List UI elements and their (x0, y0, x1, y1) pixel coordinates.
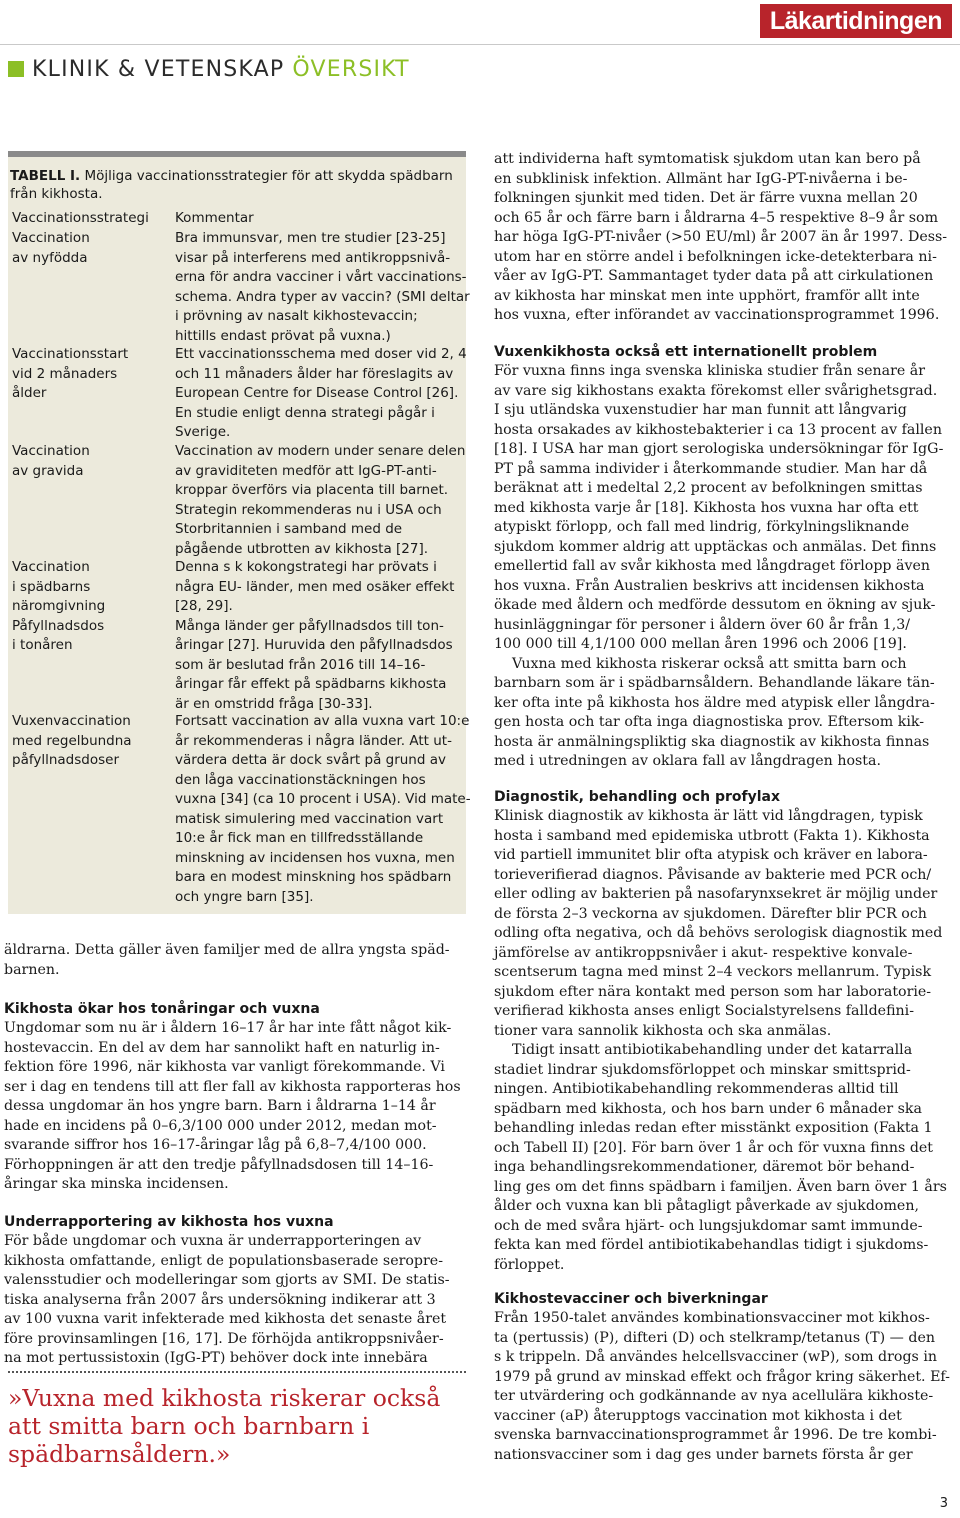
body-text-line: utom har en större andel i befolkningen icke-detekterbara ni- (494, 248, 937, 265)
subheading: Diagnostik, behandling och profylax (494, 789, 780, 805)
body-text-line: I sju utländska vuxenstudier har man funnit att långvarig (494, 402, 907, 418)
table-cell-comment: visar på interferens med antikroppsnivå- (175, 249, 451, 266)
header-divider (0, 44, 960, 45)
table-cell-strategy: påfyllnadsdoser (12, 752, 119, 768)
body-text-line: Tidigt insatt antibiotikabehandling under det katarralla (494, 1042, 913, 1058)
body-text-line: stadiet lindrar sjukdomsförloppet och minskar smittsprid- (494, 1061, 911, 1078)
table-cell-comment: bara en modest minskning hos spädbarn (175, 869, 452, 885)
table-cell-comment: Ett vaccinationsschema med doser vid 2, 4 (175, 346, 467, 362)
table-cell-comment: åringar [27]. Huruvida den påfyllnadsdos (175, 637, 453, 653)
body-text-line: barnbarn som är i spädbarnsåldern. Behandlande läkare tän- (494, 675, 935, 691)
body-text-line: na mot pertussistoxin (IgG-PT) behöver dock inte innebära (4, 1350, 428, 1366)
body-text-line: gen hosta och tar ofta inga diagnostiska prov. Eftersom kik- (494, 714, 925, 730)
body-text-line: och 65 år och färre barn i åldrarna 4–5 respektive 8–9 år som (494, 209, 939, 226)
body-text-line: tiska analyserna från 2007 års undersökning indikerar att 3 (4, 1291, 436, 1308)
body-text-line: odling ofta negativa, och då behövs serologisk diagnostik med (494, 925, 943, 941)
table-cell-comment: vuxna [34] (ca 10 procent i USA). Vid mate- (175, 791, 471, 807)
body-text-line: scentserum tagna med minst 2–4 veckors mellanrum. Typisk (494, 964, 932, 980)
table-cell-comment: [28, 29]. (175, 598, 233, 614)
section-type: ÖVERSIKT (292, 56, 410, 82)
table-cell-comment: den låga vaccinationstäckningen hos (175, 771, 426, 788)
table-cell-comment: värdera detta är dock svårt på grund av (175, 752, 446, 768)
body-text-line: hos vuxna, efter införandet av vaccinationsprogrammet 1996. (494, 307, 940, 323)
table-cell-comment: erna för andra vacciner i vårt vaccinations- (175, 269, 467, 285)
subheading: Vuxenkikhosta också ett internationellt problem (494, 344, 878, 360)
body-text-line: tioner vara sannolik kikhosta och ska anmälas. (494, 1022, 832, 1039)
body-text-line: äldrarna. Detta gäller även familjer med de allra yngsta späd- (4, 942, 450, 958)
body-text-line: att individerna haft symtomatisk sjukdom utan kan bero på (494, 151, 921, 167)
pull-quote-line: spädbarnsåldern.» (8, 1440, 231, 1468)
body-text-line: en subklinisk infektion. Allmänt har IgG-PT-nivåerna i be- (494, 170, 908, 187)
table-cell-comment: European Centre for Disease Control [26]. (175, 385, 459, 401)
table-cell-strategy: i spädbarns (12, 578, 91, 595)
table-cell-strategy: näromgivning (12, 598, 106, 614)
body-text-line: verifierad kikhosta anses enligt Socialstyrelsens falldefini- (494, 1003, 914, 1019)
body-text-line: våer av IgG-PT. Sammantaget tyder data på att cirkulationen (494, 268, 934, 284)
body-text-line: ker ofta inte på kikhosta hos äldre med atypisk eller långdra- (494, 694, 935, 711)
body-text-line: spädbarn med kikhosta, och hos barn under 6 månader ska (494, 1100, 922, 1117)
subheading: Underrapportering av kikhosta hos vuxna (4, 1214, 334, 1230)
body-text-line: jämförelse av antikroppsnivåer i akut- respektive konvale- (494, 944, 913, 961)
body-text-line: ter utvärdering och godkännande av nya acellulära kikhoste- (494, 1388, 934, 1404)
body-text-line: Från 1950-talet användes kombinationsvacciner mot kikhos- (494, 1310, 930, 1326)
table-cell-strategy: Vaccinationsstart (12, 346, 129, 362)
table-cell-strategy: vid 2 månaders (12, 365, 118, 382)
page-number: 3 (939, 1496, 948, 1511)
table-cell-comment: Storbritannien i samband med de (175, 521, 403, 537)
body-text-line: hostevaccin. En del av dem har sannolikt haft en naturlig in- (4, 1039, 440, 1056)
body-text-line: [18]. I USA har man gjort serologiska undersökningar för IgG- (494, 441, 944, 457)
table-cell-comment: år rekommenderas i några länder. Att ut- (175, 732, 452, 749)
table-cell-comment: 10:e år fick man en tillfredsställande (175, 830, 424, 846)
table-cell-comment: är en omstridd fråga [30-33]. (175, 695, 373, 712)
body-text-line: beräknat att i medeltal 2,2 procent av befolkningen smittas (494, 480, 923, 496)
table-cell-comment: kroppar överförs via placenta till barnet. (175, 482, 449, 498)
page-header (0, 0, 960, 44)
body-text-line: de första 2–3 veckorna av sjukdomen. Därefter blir PCR och (494, 905, 927, 922)
body-text-line: inga behandlingsrekommendationer, däremot bör behand- (494, 1159, 915, 1175)
pull-quote-line: att smitta barn och barnbarn i (8, 1412, 370, 1440)
pullquote-divider (8, 1371, 466, 1373)
body-text-line: barnen. (4, 961, 60, 978)
table-cell-strategy: av gravida (12, 462, 84, 479)
table-cell-comment: och 11 månaders ålder har föreslagits av (175, 365, 454, 382)
body-text-line: valensstudier och modelleringar som gjorts av SMI. De statis- (4, 1272, 450, 1288)
body-text-line: vid partiell immunitet blir ofta atypisk och kräver en labora- (494, 847, 928, 863)
body-text-line: sjukdom kommer aldrig att upptäckas och anmälas. Det finns (494, 538, 937, 555)
body-text-line: För både ungdomar och vuxna är underrapporteringen av (4, 1233, 422, 1249)
body-text-line: kikhosta omfattande, enligt de populationsbaserade seropre- (4, 1252, 443, 1269)
body-text-line: förloppet. (494, 1256, 565, 1273)
table-cell-comment: schema. Andra typer av vaccin? (SMI deltar (175, 288, 470, 305)
table-cell-comment: Vaccination av modern under senare delen (175, 443, 466, 459)
table-cell-comment: som är beslutad från 2016 till 14–16- (175, 656, 426, 673)
pull-quote-line: »Vuxna med kikhosta riskerar också (8, 1384, 441, 1412)
body-text-line: sjukdom efter nära kontakt med person som har laboratorie- (494, 983, 932, 1000)
section-label (8, 54, 410, 84)
body-text-line: av kikhosta har minskat men inte upphört, framför allt inte (494, 287, 920, 304)
body-text-line: eller odling av bakterien på nasofarynxsekret är möjlig under (494, 886, 938, 902)
table-cell-strategy: med regelbundna (12, 732, 132, 749)
table-cell-comment: Denna s k kokongstrategi har prövats i (175, 559, 437, 575)
body-text-line: atypiskt förlopp, och fall med lindrig, förkylningsliknande (494, 519, 910, 535)
table-cell-comment: minskning av incidensen hos vuxna, men (175, 849, 455, 866)
body-text-line: 100 000 till 4,1/100 000 mellan åren 1996 och 2006 [19]. (494, 636, 907, 652)
table-header-strategy: Vaccinationsstrategi (12, 210, 149, 226)
table-cell-comment: pågående utbrotten av kikhosta [27]. (175, 540, 429, 557)
table-cell-comment: Strategin rekommenderas nu i USA och (175, 501, 442, 518)
body-text-line: hosta i samband med epidemiska utbrott (Fakta 1). Kikhosta (494, 827, 930, 844)
table-cell-strategy: Påfyllnadsdos (12, 617, 105, 634)
table-cell-comment: och yngre barn [35]. (175, 888, 314, 905)
body-text-line: och de med svåra hjärt- och lungsjukdomar samt immunde- (494, 1217, 923, 1234)
table-cell-strategy: ålder (12, 385, 47, 401)
body-text-line: hosta orsakades av kikhostebakterier i ca 13 procent av fallen (494, 421, 942, 438)
body-text-line: hosta är anmälningspliktig ska diagnostik av kikhosta finnas (494, 733, 930, 750)
body-text-line: hade en incidens på 0–6,3/100 000 under 2012, medan mot- (4, 1117, 437, 1134)
body-text-line: ningen. Antibiotikabehandling rekommenderas alltid till (494, 1081, 899, 1097)
table-cell-comment: matisk simulering med vaccination vart (175, 810, 444, 827)
body-text-line: För vuxna finns inga svenska kliniska studier från senare år (494, 363, 926, 379)
table-cell-comment: av graviditeten medför att IgG-PT-anti- (175, 462, 437, 479)
body-text-line: torieverifierad diagnos. Påvisande av bakterie med PCR och/ (494, 866, 932, 883)
table-cell-comment: åringar får effekt på spädbarns kikhosta (175, 676, 447, 692)
body-text-line: har höga IgG-PT-nivåer (>50 EU/ml) år 2007 än år 1997. Dess- (494, 229, 948, 245)
body-text-line: med i utredningen av oklara fall av långdragen hosta. (494, 753, 881, 769)
body-text-line: svenska barnvaccinationsprogrammet år 1996. De tre kombi- (494, 1427, 937, 1443)
table-cell-strategy: Vaccination (12, 559, 90, 575)
table-cell-comment: En studie enligt denna strategi pågår i (175, 404, 435, 421)
table-cell-comment: Bra immunsvar, men tre studier [23-25] (175, 230, 446, 246)
body-text-line: emellertid fall av svår kikhosta med långdraget förlopp även (494, 558, 931, 574)
body-text-line: av 100 vuxna varit infekterade med kikhosta det senaste året (4, 1311, 447, 1327)
body-text-line: PT på samma individer i återkommande studier. Man har då (494, 460, 928, 477)
table-cell-strategy: i tonåren (12, 637, 73, 653)
body-text-line: nationsvacciner som i dag ges under barnets första år ger (494, 1446, 913, 1463)
table-header-comment: Kommentar (175, 210, 254, 226)
body-text-line: ta (pertussis) (P), difteri (D) och stelkramp/tetanus (T) — den (494, 1329, 935, 1346)
body-text-line: Förhoppningen är att den tredje påfyllnadsdosen till 14–16- (4, 1156, 434, 1173)
body-text-line: fekta kan med fördel antibiotikabehandlas tidigt i sjukdoms- (494, 1237, 929, 1253)
body-text-line: folkningen sjunkit med tiden. Det är färre vuxna mellan 20 (494, 190, 918, 206)
body-text-line: ser i dag en tendens till att fler fall av kikhosta rapporteras hos (4, 1078, 461, 1095)
table-cell-comment: Fortsatt vaccination av alla vuxna vart 10:e (175, 713, 470, 729)
body-text-line: fektion före 1996, när kikhosta var vanligt förekommande. Vi (4, 1059, 445, 1075)
body-text-line: svarande siffror hos 16–17-åringar låg på 6,8–7,4/100 000. (4, 1137, 427, 1153)
body-text-line: 1979 på grund av minskad effekt och frågor kring säkerhet. Ef- (494, 1368, 950, 1385)
journal-logo: Läkartidningen (760, 4, 952, 38)
table-cell-comment: i prövning av nasalt kikhostevaccin; (175, 308, 418, 324)
body-text-line: husinläggningar för personer i åldern över 60 år från 1,3/ (494, 616, 911, 633)
pull-quote (8, 1384, 468, 1468)
body-text-line: Vuxna med kikhosta riskerar också att smitta barn och (494, 655, 907, 672)
body-text-line: ling ges om det finns spädbarn i familjen. Även barn över 1 års (494, 1178, 947, 1195)
table-cell-comment: Många länder ger påfyllnadsdos till ton- (175, 617, 444, 634)
table-cell-comment: Sverige. (175, 424, 231, 440)
body-text-line: och Tabell II) [20]. För barn över 1 år och för vuxna finns det (494, 1139, 934, 1156)
table-cell-comment: hittills endast prövat på vuxna.) (175, 327, 391, 344)
table-caption: TABELL I. Möjliga vaccinationsstrategier för att skydda spädbarn från kikhosta. (10, 168, 453, 202)
body-text-line: före provinsamlingen [16, 17]. De förhöjda antikroppsnivåer- (4, 1330, 444, 1347)
body-text-line: Klinisk diagnostik av kikhosta är lätt vid långdragen, typisk (494, 808, 923, 824)
table-cell-strategy: av nyfödda (12, 249, 88, 266)
body-text-line: med kikhosta varje år [18]. Kikhosta hos vuxna har ofta ett (494, 499, 919, 516)
body-text-line: s k trippeln. Då användes helcellsvacciner (wP), som drogs in (494, 1349, 938, 1365)
body-text-line: hos vuxna. Från Australien beskrivs att incidensen kikhosta (494, 577, 925, 594)
body-text-line: dessa ungdomar än hos yngre barn. Barn i åldrarna 1–14 år (4, 1098, 436, 1114)
table-cell-strategy: Vaccination (12, 230, 90, 246)
section-square-icon (8, 61, 24, 77)
table-cell-strategy: Vuxenvaccination (12, 713, 131, 729)
body-text-line: behandling inledas redan efter misstänkt exposition (Fakta 1 (494, 1120, 933, 1136)
subheading: Kikhostevacciner och biverkningar (494, 1291, 768, 1307)
body-text-line: av vare sig kikhostans exakta förekomst eller svårighetsgrad. (494, 382, 938, 399)
body-text-line: Ungdomar som nu är i åldern 16–17 år har inte fått något kik- (4, 1020, 452, 1036)
table-cell-strategy: Vaccination (12, 443, 90, 459)
body-text-line: vacciner (aP) återupptogs vaccination mot kikhosta i det (494, 1407, 902, 1424)
body-text-line: ålder och vuxna kan bli påtagligt påverkade av sjukdomen, (494, 1198, 919, 1214)
section-name: KLINIK & VETENSKAP (32, 56, 285, 82)
table-cell-comment: några EU- länder, men med osäker effekt (175, 578, 455, 595)
body-text-line: ökade med åldern och medförde dessutom en ökning av sjuk- (494, 597, 936, 613)
subheading: Kikhosta ökar hos tonåringar och vuxna (4, 1001, 320, 1017)
body-text-line: åringar ska minska incidensen. (4, 1176, 229, 1192)
